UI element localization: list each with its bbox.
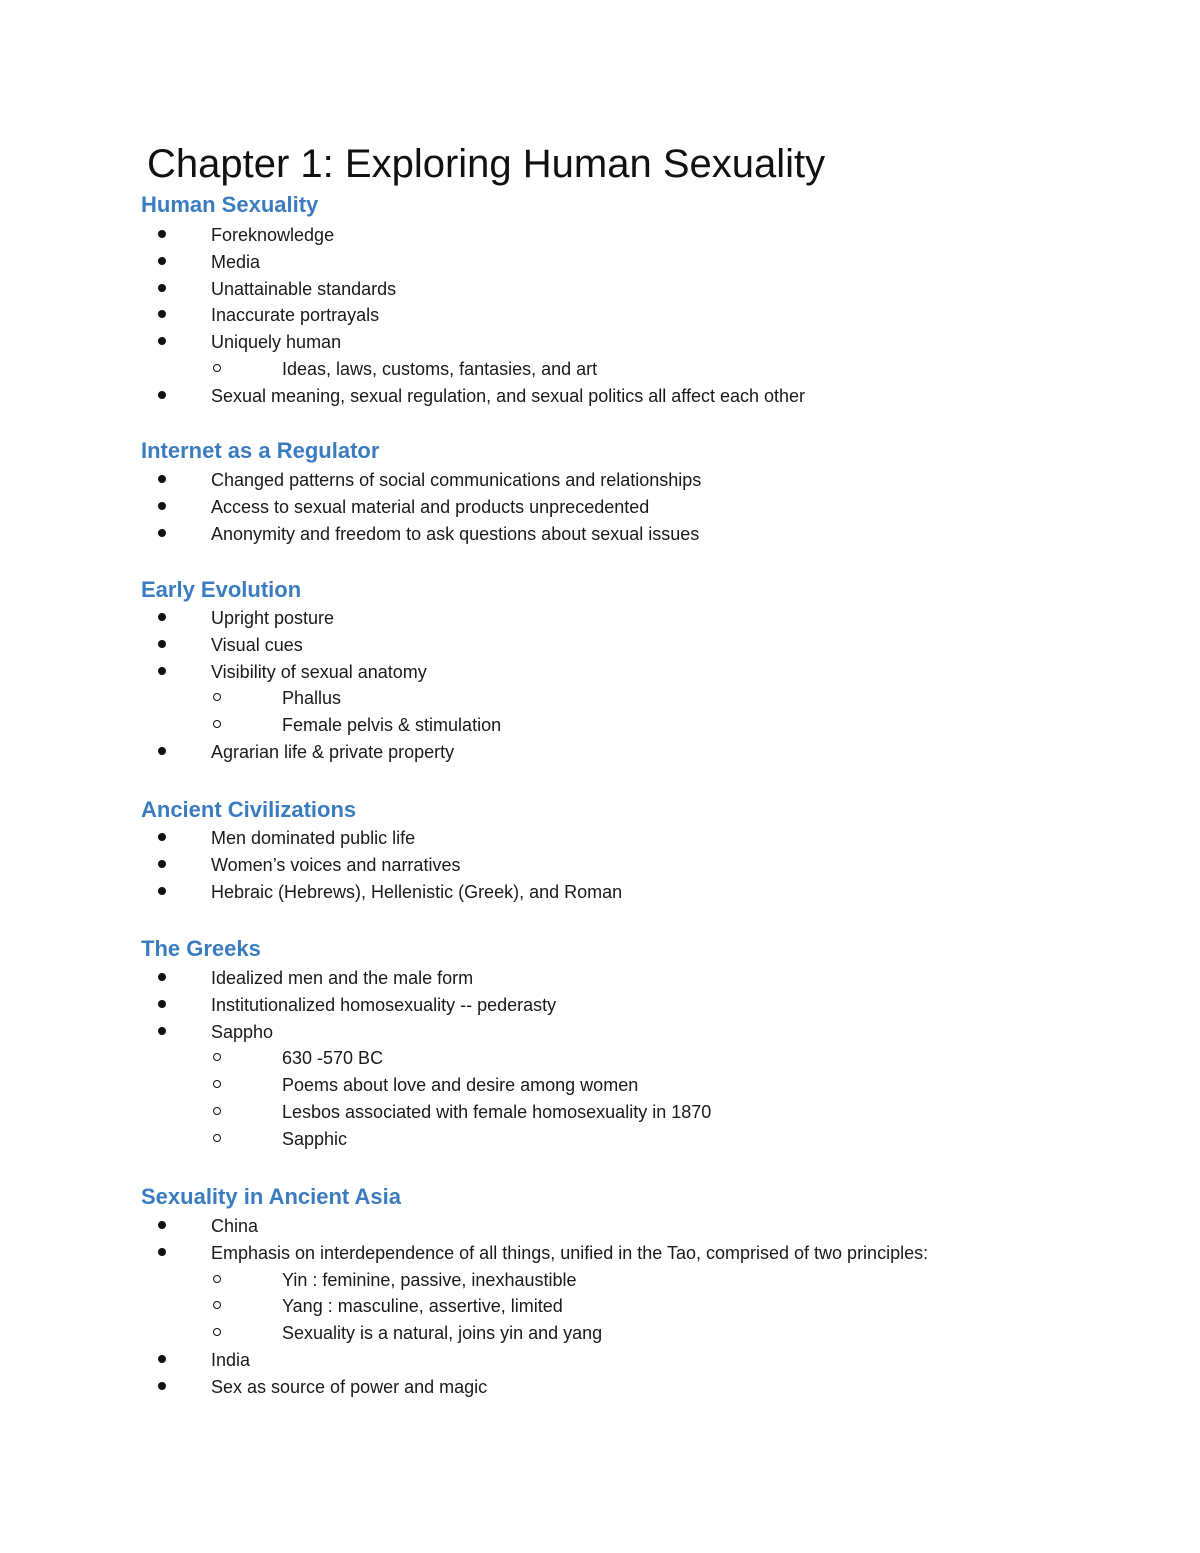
list-item: Emphasis on interdependence of all things, unified in the Tao, comprised of two principles: — [211, 1242, 929, 1263]
sub-list-item: Yang : masculine, assertive, limited — [282, 1296, 563, 1317]
sub-list-item: Female pelvis & stimulation — [282, 715, 502, 736]
sub-bullet-icon — [213, 1328, 221, 1336]
bullet-icon — [158, 613, 166, 621]
section-heading: Ancient Civilizations — [141, 797, 357, 822]
list-item: Sex as source of power and magic — [211, 1376, 488, 1397]
list-item: Hebraic (Hebrews), Hellenistic (Greek), and Roman — [211, 881, 623, 902]
list-item: Sexual meaning, sexual regulation, and sexual politics all affect each other — [211, 385, 806, 406]
sub-bullet-icon — [213, 720, 221, 728]
bullet-icon — [158, 337, 166, 345]
bullet-icon — [158, 310, 166, 318]
bullet-icon — [158, 747, 166, 755]
list-item: Visibility of sexual anatomy — [211, 661, 427, 682]
sub-list-item: Ideas, laws, customs, fantasies, and art — [282, 359, 598, 379]
bullet-icon — [158, 257, 166, 265]
list-item: Changed patterns of social communications and relationships — [211, 470, 702, 490]
bullet-icon — [158, 230, 166, 238]
sub-bullet-icon — [213, 1053, 221, 1061]
list-item: Women’s voices and narratives — [211, 854, 461, 875]
list-item: Anonymity and freedom to ask questions about sexual issues — [211, 523, 700, 544]
bullet-icon — [158, 860, 166, 868]
section-heading: Sexuality in Ancient Asia — [141, 1184, 402, 1209]
bullet-icon — [158, 1355, 166, 1363]
document-title: Chapter 1: Exploring Human Sexuality — [147, 142, 826, 186]
sub-bullet-icon — [213, 1275, 221, 1283]
sub-bullet-icon — [213, 1080, 221, 1088]
sub-list-item: Poems about love and desire among women — [282, 1075, 639, 1096]
bullet-icon — [158, 391, 166, 399]
bullet-icon — [158, 1382, 166, 1390]
bullet-icon — [158, 667, 166, 675]
list-item: Institutionalized homosexuality -- pederasty — [211, 994, 557, 1015]
list-item: Unattainable standards — [211, 278, 397, 299]
list-item: Visual cues — [211, 634, 303, 655]
bullet-icon — [158, 973, 166, 981]
sub-list-item: Lesbos associated with female homosexuality in 1870 — [282, 1102, 712, 1122]
bullet-icon — [158, 1248, 166, 1256]
list-item: Upright posture — [211, 608, 335, 628]
list-item: Inaccurate portrayals — [211, 305, 380, 326]
list-item: China — [211, 1216, 259, 1236]
bullet-icon — [158, 1027, 166, 1035]
section-heading: The Greeks — [141, 936, 261, 961]
sub-list-item: Phallus — [282, 688, 342, 709]
bullet-icon — [158, 529, 166, 537]
list-item: Agrarian life & private property — [211, 742, 455, 762]
section-heading: Early Evolution — [141, 577, 302, 602]
sub-bullet-icon — [213, 693, 221, 701]
bullet-icon — [158, 502, 166, 510]
list-item: Idealized men and the male form — [211, 968, 474, 988]
sub-bullet-icon — [213, 1107, 221, 1115]
list-item: Uniquely human — [211, 332, 342, 353]
bullet-icon — [158, 284, 166, 292]
section-heading: Internet as a Regulator — [141, 438, 380, 463]
list-item: Access to sexual material and products unprecedented — [211, 496, 650, 517]
bullet-icon — [158, 640, 166, 648]
list-item: Foreknowledge — [211, 225, 335, 245]
sub-list-item: Sapphic — [282, 1128, 348, 1149]
list-item: Men dominated public life — [211, 828, 416, 848]
sub-bullet-icon — [213, 1301, 221, 1309]
bullet-icon — [158, 1221, 166, 1229]
sub-bullet-icon — [213, 1134, 221, 1142]
sub-list-item: Sexuality is a natural, joins yin and yang — [282, 1323, 603, 1344]
section-heading: Human Sexuality — [141, 192, 319, 217]
list-item: Sappho — [211, 1021, 274, 1042]
list-item: India — [211, 1350, 251, 1370]
sub-list-item: Yin : feminine, passive, inexhaustible — [282, 1269, 577, 1290]
sub-list-item: 630 -570 BC — [282, 1048, 384, 1069]
sub-bullet-icon — [213, 364, 221, 372]
bullet-icon — [158, 475, 166, 483]
bullet-icon — [158, 1000, 166, 1008]
bullet-icon — [158, 833, 166, 841]
list-item: Media — [211, 251, 261, 272]
bullet-icon — [158, 887, 166, 895]
